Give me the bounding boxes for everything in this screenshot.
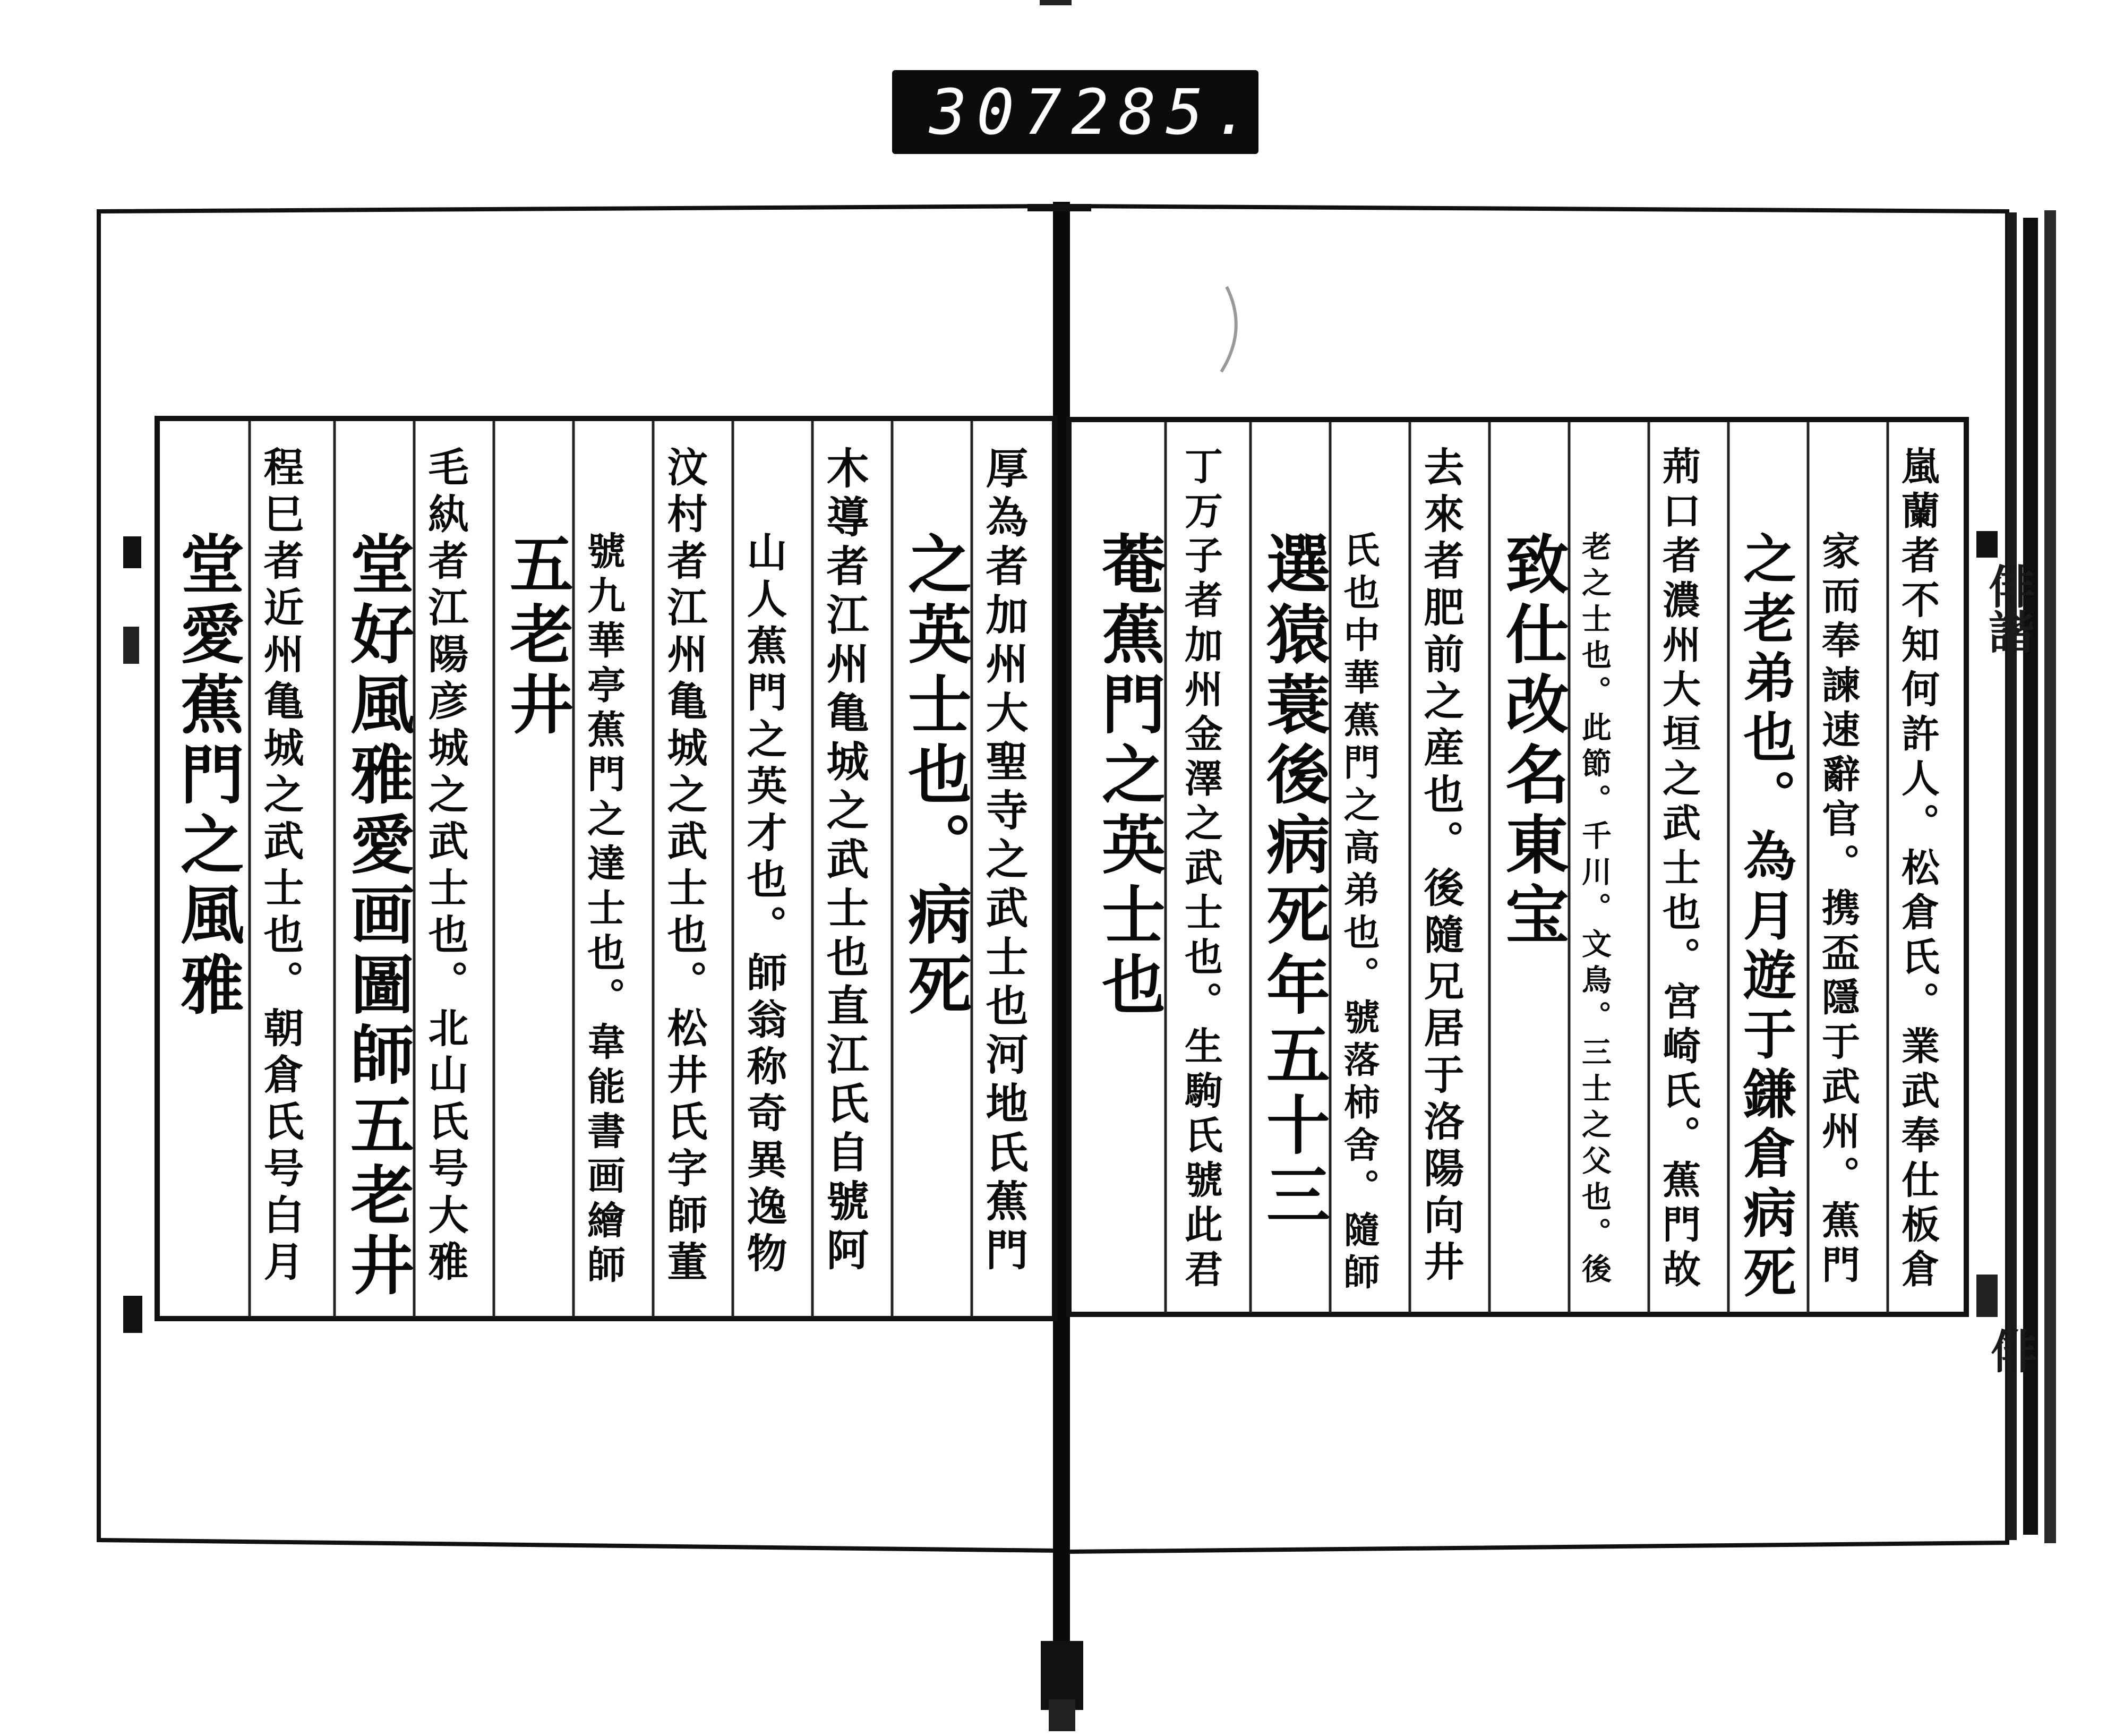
left-col-3: 木導者江州亀城之武士也直江氏自號阿 [819,446,869,1277]
left-col-11: 堂愛蕉門之風雅 [170,531,245,1022]
left-col-9: 堂好風雅愛画圖師五老井 [340,531,415,1302]
right-col-1: 嵐蘭者不知何許人。松倉氏。業武奉仕板倉 [1895,446,1940,1294]
right-col-10: 丁万子者加州金澤之武士也。生駒氏號此君 [1178,446,1223,1294]
left-col-5: 汶村者江州亀城之武士也。松井氏字師董 [661,446,708,1287]
left-col-8: 毛紈者江陽彦城之武士也。北山氏号大雅 [422,446,469,1287]
right-col-8: 氏也中華蕉門之高弟也。號落柿舍。隨師 [1338,531,1380,1296]
left-col-2: 之英士也。病死 [897,531,972,1022]
right-col-5: 老之士也。此節。千川。文鳥。三士之父也。後 [1577,531,1612,1289]
left-col-1: 厚為者加州大聖寺之武士也河地氏蕉門 [979,446,1029,1277]
left-col-6: 號九華亭蕉門之達士也。韋能書画繪師 [581,531,626,1289]
right-col-6: 致仕改名東宝 [1495,531,1570,952]
right-margin-mark: 俳 [1983,1328,2036,1373]
left-col-10: 程巳者近州亀城之武士也。朝倉氏号白月 [257,446,304,1287]
left-col-7: 五老井 [499,531,574,741]
right-col-4: 荊口者濃州大垣之武士也。宮崎氏。蕉門故 [1656,446,1701,1294]
right-col-7: 去來者肥前之産也。後隨兄居于洛陽向井 [1417,446,1464,1287]
right-col-2: 家而奉諫速辭官。携盃隱于武州。蕉門 [1815,531,1861,1289]
left-col-4: 山人蕉門之英才也。師翁称奇異逸物 [740,531,787,1279]
right-col-3: 之老弟也。為月遊于鎌倉病死 [1734,531,1797,1304]
label-right-number: 285. [1071,75,1261,149]
right-col-9: 選猿蓑後病死年五十三 [1256,531,1331,1232]
right-col-11: 菴蕉門之英士也 [1091,531,1166,1022]
catalog-number-label [892,70,1261,154]
label-left-number: 307 [929,75,1072,149]
right-margin-title: 俳諧 [1981,563,2034,654]
